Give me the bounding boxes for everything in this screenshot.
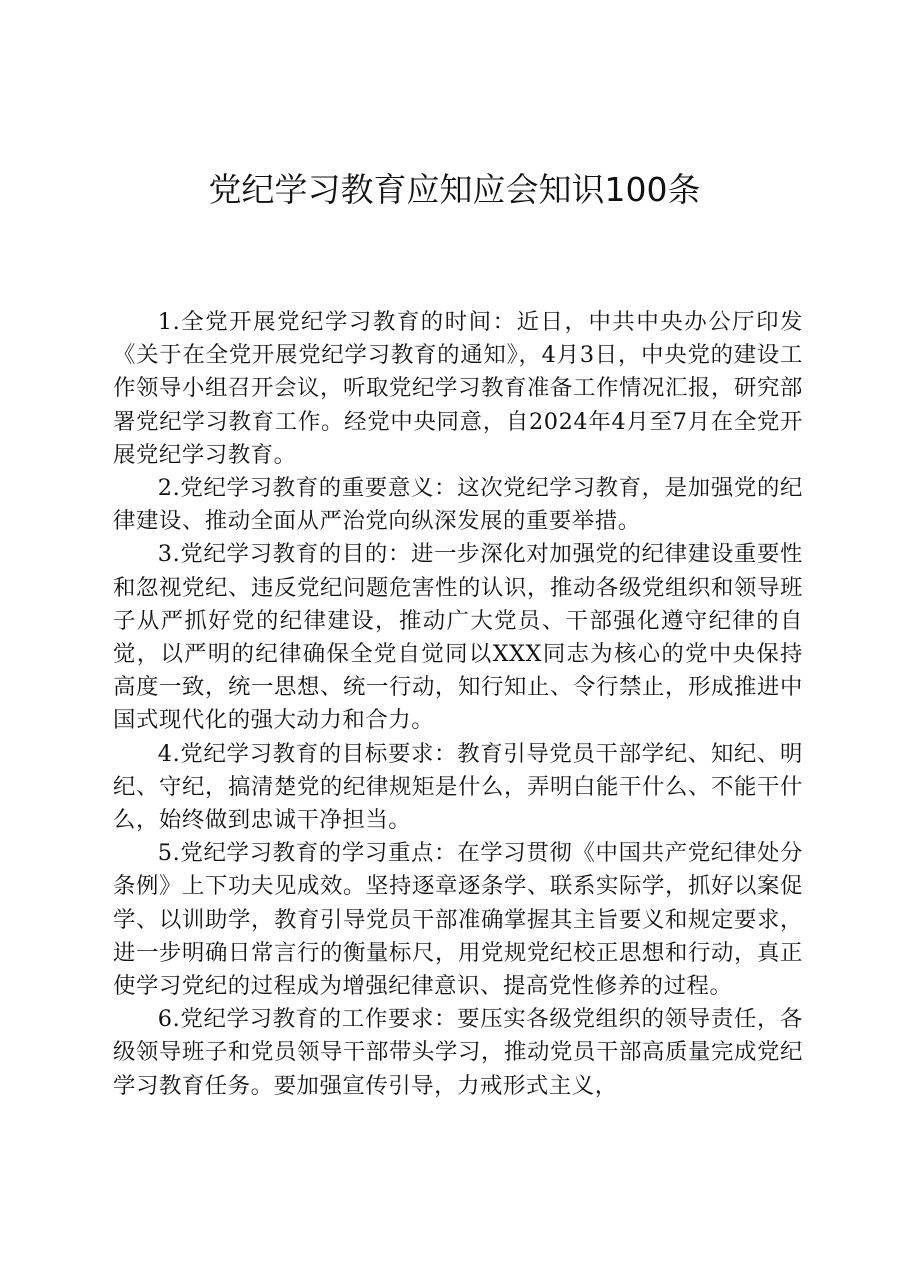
paragraph-1: 1.全党开展党纪学习教育的时间：近日，中共中央办公厅印发《关于在全党开展党纪学习教育的通知》，4月3日，中央党的建设工作领导小组召开会议，听取党纪学习教育准备工作情况汇报，研究部署党纪学习教育工作。经党中央同意，自2024年4月至7月在全党开展党纪学习教育。 [113, 309, 803, 468]
document-title: 党纪学习教育应知应会知识100条 [208, 170, 701, 209]
paragraph-3: 3.党纪学习教育的目的：进一步深化对加强党的纪律建设重要性和忽视党纪、违反党纪问题危害性的认识，推动各级党组织和领导班子从严抓好党的纪律建设，推动广大党员、干部强化遵守纪律的自觉，以严明的纪律确保全党自觉同以XXX同志为核心的党中央保持高度一致，统一思想、统一行动，知行知止、令行禁止，形成推进中国式现代化的强大动力和合力。 [113, 541, 803, 734]
paragraph-2: 2.党纪学习教育的重要意义：这次党纪学习教育，是加强党的纪律建设、推动全面从严治党向纵深发展的重要举措。 [113, 475, 803, 535]
paragraph-4: 4.党纪学习教育的目标要求：教育引导党员干部学纪、知纪、明纪、守纪，搞清楚党的纪律规矩是什么，弄明白能干什么、不能干什么，始终做到忠诚干净担当。 [113, 740, 803, 834]
document-body [113, 306, 803, 1103]
paragraph-6: 6.党纪学习教育的工作要求：要压实各级党组织的领导责任，各级领导班子和党员领导干部带头学习，推动党员干部高质量完成党纪学习教育任务。要加强宣传引导，力戒形式主义， [113, 1006, 803, 1099]
paragraph-5: 5.党纪学习教育的学习重点：在学习贯彻《中国共产党纪律处分条例》上下功夫见成效。坚持逐章逐条学、联系实际学，抓好以案促学、以训助学，教育引导党员干部准确掌握其主旨要义和规定要求，进一步明确日常言行的衡量标尺，用党规党纪校正思想和行动，真正使学习党纪的过程成为增强纪律意识、提高党性修养的过程。 [113, 840, 803, 1000]
